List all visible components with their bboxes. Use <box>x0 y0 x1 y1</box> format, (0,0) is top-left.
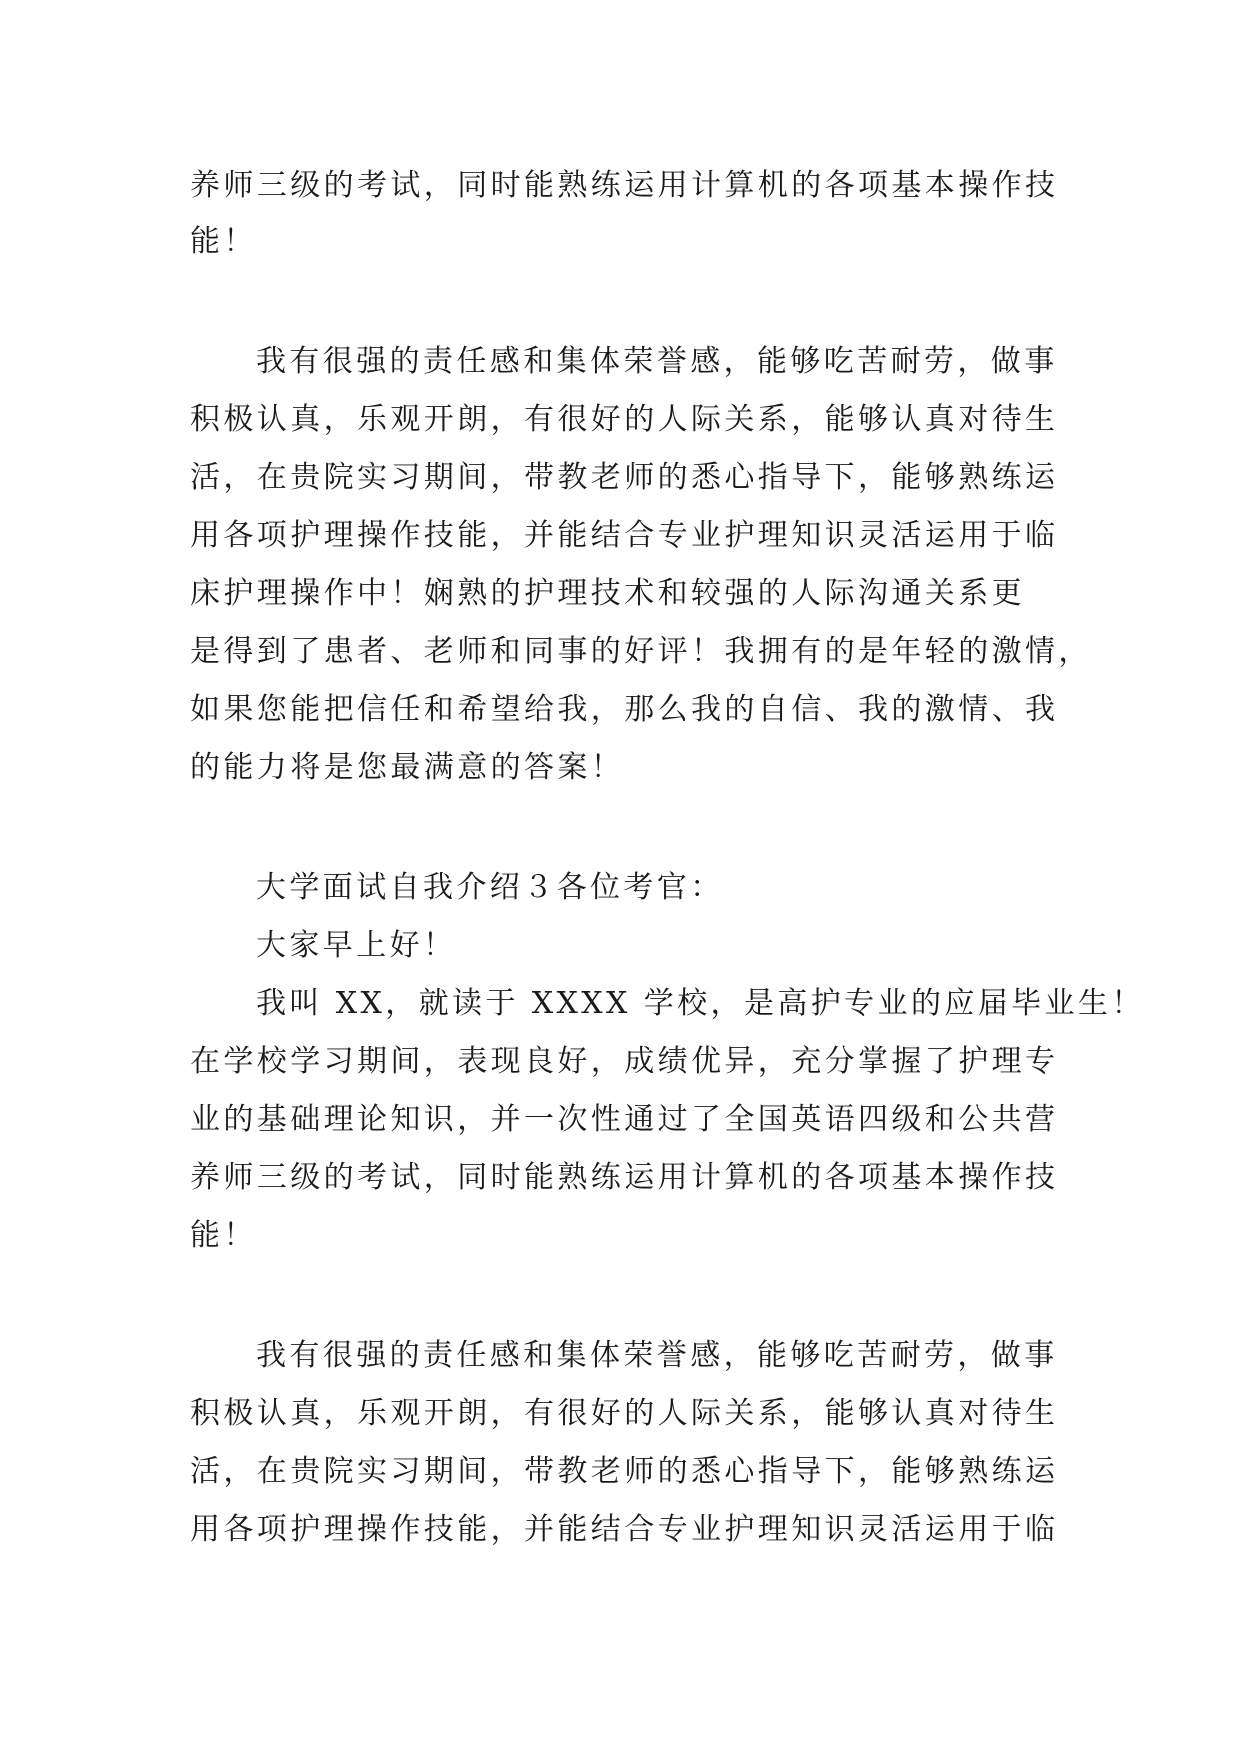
text-line: 是得到了患者、老师和同事的好评！我拥有的是年轻的激情， <box>190 634 1092 669</box>
greeting-line: 大家早上好！ <box>256 928 457 963</box>
paragraph-first-line: 我有很强的责任感和集体荣誉感，能够吃苦耐劳，做事 <box>256 344 1058 379</box>
text-line: 在学校学习期间，表现良好，成绩优异，充分掌握了护理专 <box>190 1044 1059 1079</box>
text-line: 能！ <box>190 224 257 259</box>
paragraph-first-line: 我叫 XX，就读于 XXXX 学校，是高护专业的应届毕业生！ <box>256 986 1145 1021</box>
text-line: 能！ <box>190 1218 257 1253</box>
paragraph-first-line: 我有很强的责任感和集体荣誉感，能够吃苦耐劳，做事 <box>256 1338 1058 1373</box>
text-line: 养师三级的考试，同时能熟练运用计算机的各项基本操作技 <box>190 168 1059 203</box>
text-line: 业的基础理论知识，并一次性通过了全国英语四级和公共营 <box>190 1102 1059 1137</box>
text-line: 积极认真，乐观开朗，有很好的人际关系，能够认真对待生 <box>190 1396 1059 1431</box>
text-line: 如果您能把信任和希望给我，那么我的自信、我的激情、我 <box>190 692 1059 727</box>
text-line: 的能力将是您最满意的答案！ <box>190 750 625 785</box>
text-line: 活，在贵院实习期间，带教老师的悉心指导下，能够熟练运 <box>190 1454 1059 1489</box>
text-line: 床护理操作中！娴熟的护理技术和较强的人际沟通关系更 <box>190 576 1025 611</box>
text-line: 养师三级的考试，同时能熟练运用计算机的各项基本操作技 <box>190 1160 1059 1195</box>
text-line: 用各项护理操作技能，并能结合专业护理知识灵活运用于临 <box>190 1512 1059 1547</box>
section-heading: 大学面试自我介绍３各位考官： <box>256 870 724 905</box>
text-line: 积极认真，乐观开朗，有很好的人际关系，能够认真对待生 <box>190 402 1059 437</box>
text-line: 用各项护理操作技能，并能结合专业护理知识灵活运用于临 <box>190 518 1059 553</box>
text-line: 活，在贵院实习期间，带教老师的悉心指导下，能够熟练运 <box>190 460 1059 495</box>
